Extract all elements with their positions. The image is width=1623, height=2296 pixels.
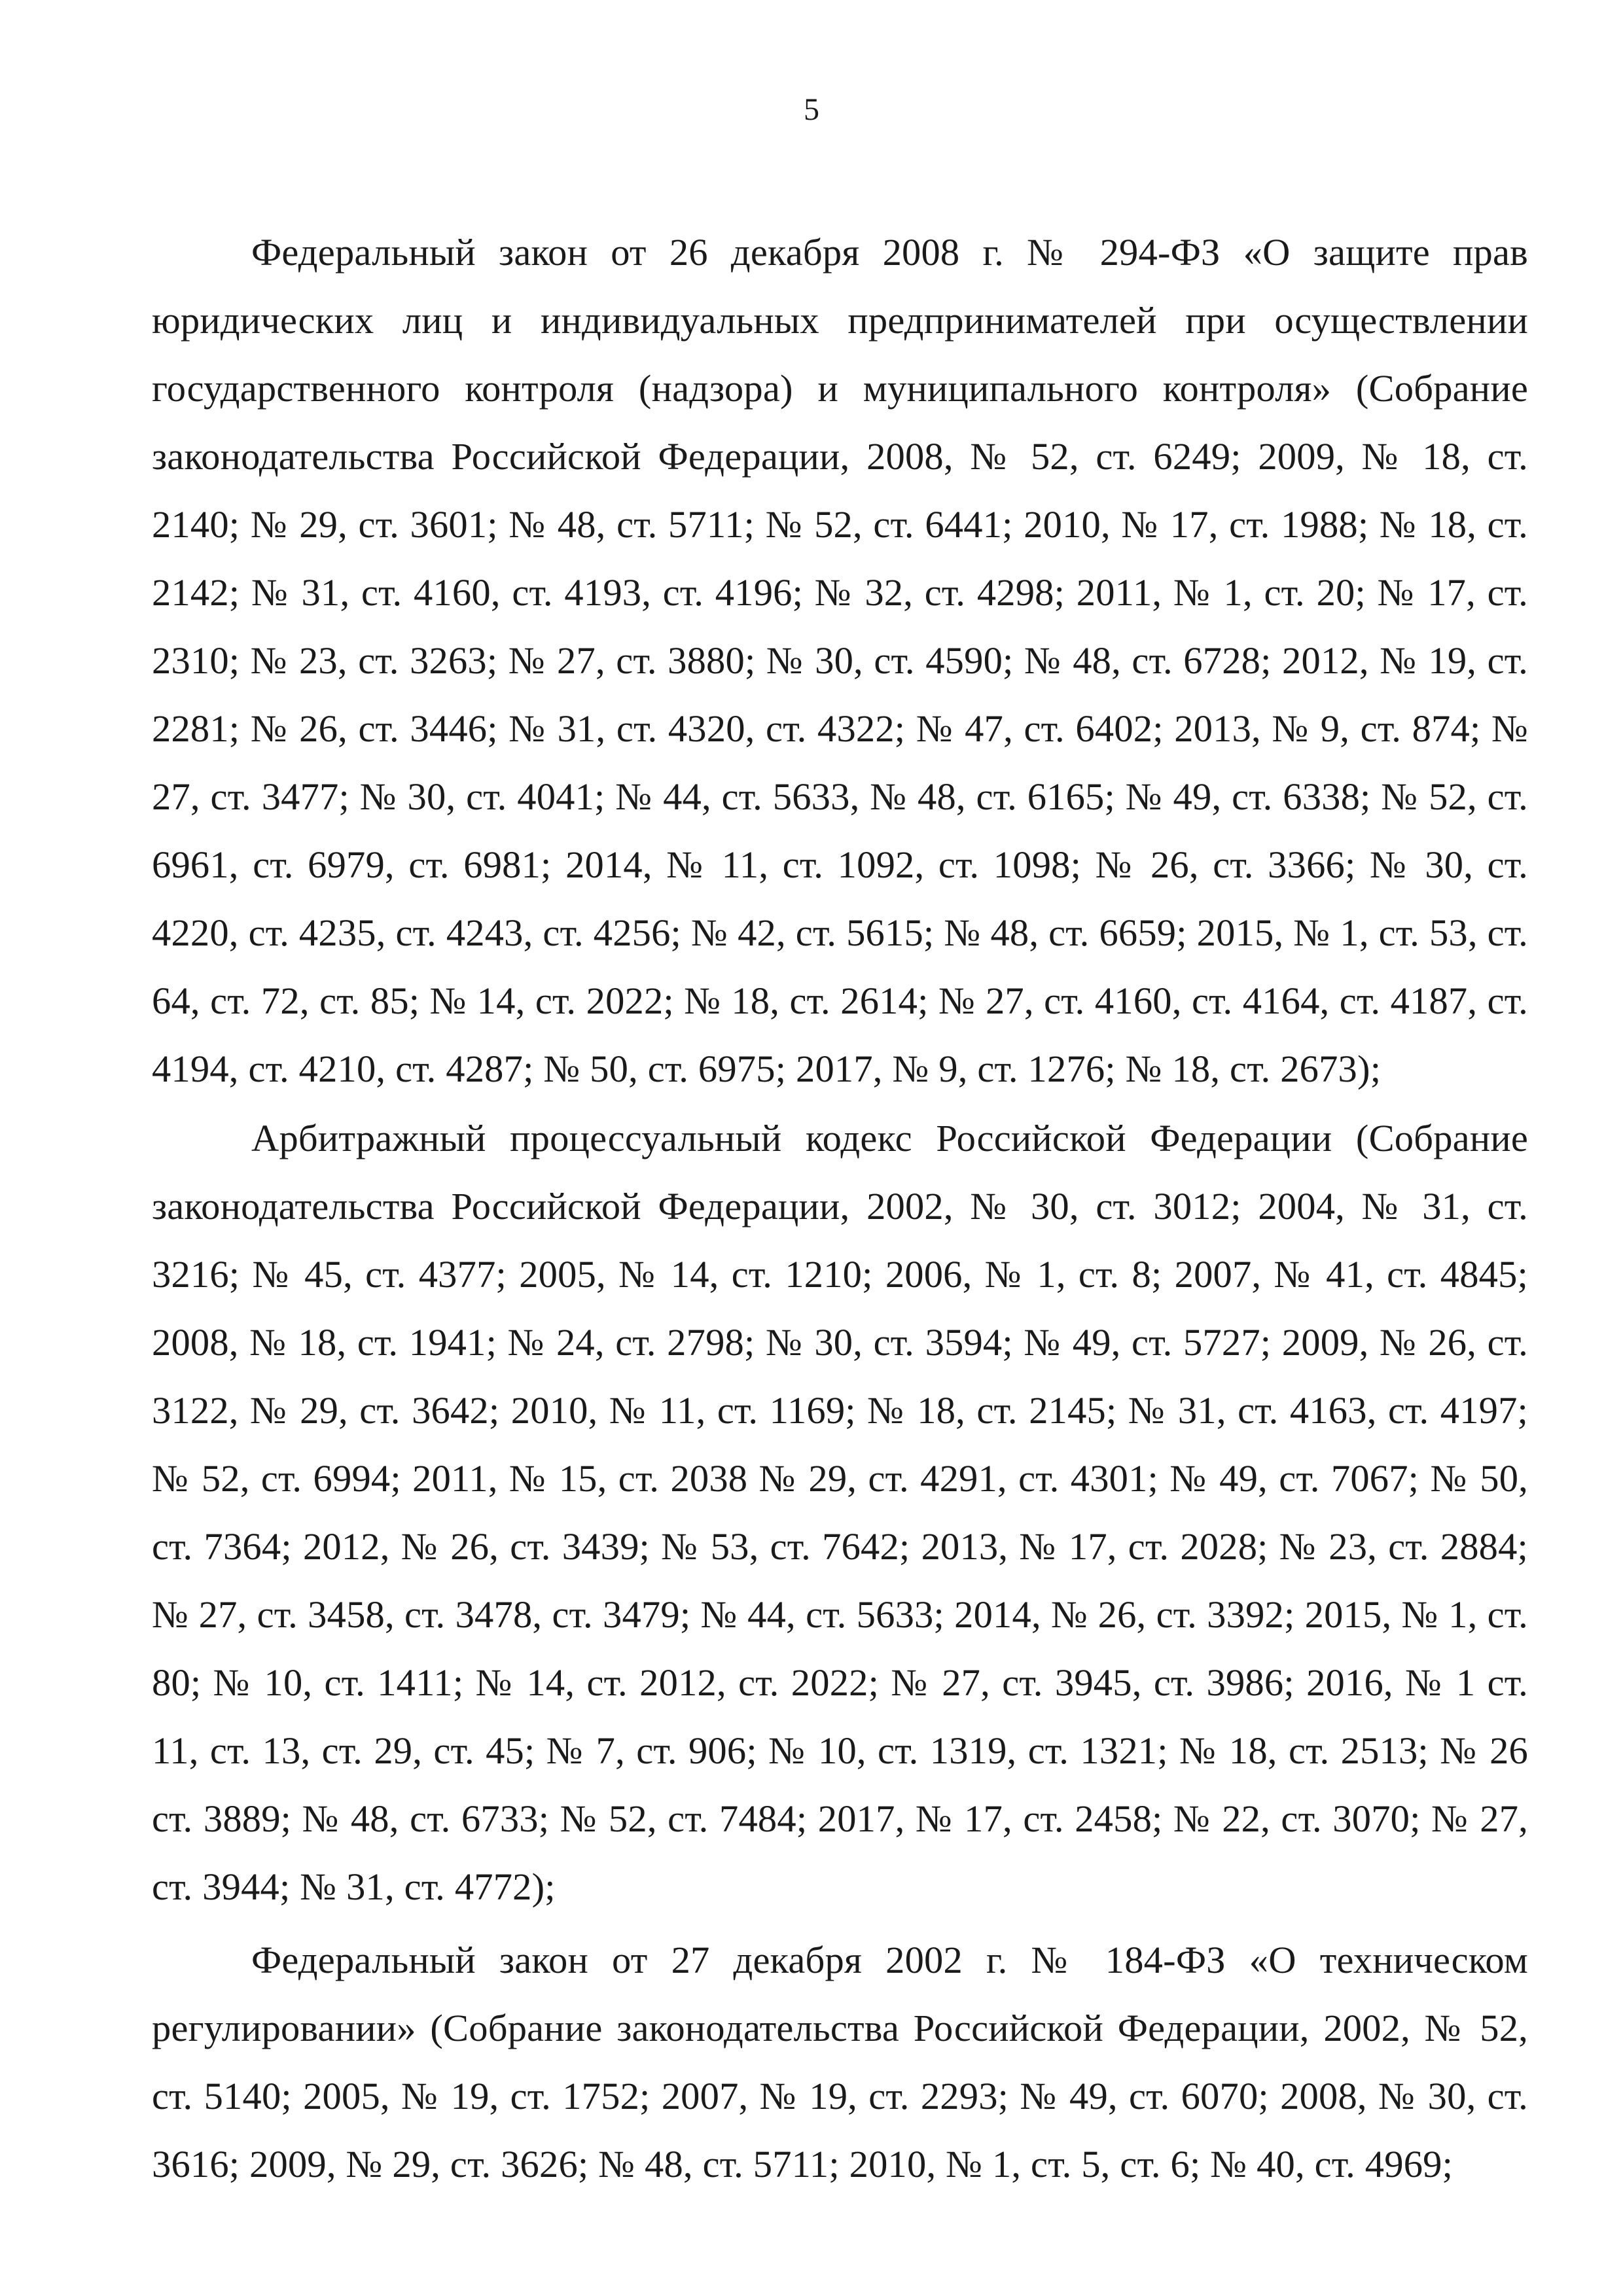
paragraph-arbitration-procedure-code: Арбитражный процессуальный кодекс Российской Федерации (Собрание законодательства Российской Федерации, 2002, № 30, ст. 3012; 2004, № 31, ст. 3216; № 45, ст. 4377; 2005, № 14, ст. 1210; 2006, № 1, ст. 8; 2007, № 41, ст. 4845; 2008, № 18, ст. 1941; № 24, ст. 2798; № 30, ст. 3594; № 49, ст. 5727; 2009, № 26, ст. 3122, № 29, ст. 3642; 2010, № 11, ст. 1169; № 18, ст. 2145; № 31, ст. 4163, ст. 4197; № 52, ст. 6994; 2011, № 15, ст. 2038 № 29, ст. 4291, ст. 4301; № 49, ст. 7067; № 50, ст. 7364; 2012, № 26, ст. 3439; № 53, ст. 7642; 2013, № 17, ст. 2028; № 23, ст. 2884; № 27, ст. 3458, ст. 3478, ст. 3479; № 44, ст. 5633; 2014, № 26, ст. 3392; 2015, № 1, ст. 80; № 10, ст. 1411; № 14, ст. 2012, ст. 2022; № 27, ст. 3945, ст. 3986; 2016, № 1 ст. 11, ст. 13, ст. 29, ст. 45; № 7, ст. 906; № 10, ст. 1319, ст. 1321; № 18, ст. 2513; № 26 ст. 3889; № 48, ст. 6733; № 52, ст. 7484; 2017, № 17, ст. 2458; № 22, ст. 3070; № 27, ст. 3944; № 31, ст. 4772);	[152, 1117, 1528, 1908]
paragraph-law-294-fz: Федеральный закон от 26 декабря 2008 г. № 294-ФЗ «О защите прав юридических лиц и индивидуальных предпринимателей при осуществлении государственного контроля (надзора) и муниципального контроля» (Собрание законодательства Российской Федерации, 2008, № 52, ст. 6249; 2009, № 18, ст. 2140; № 29, ст. 3601; № 48, ст. 5711; № 52, ст. 6441; 2010, № 17, ст. 1988; № 18, ст. 2142; № 31, ст. 4160, ст. 4193, ст. 4196; № 32, ст. 4298; 2011, № 1, ст. 20; № 17, ст. 2310; № 23, ст. 3263; № 27, ст. 3880; № 30, ст. 4590; № 48, ст. 6728; 2012, № 19, ст. 2281; № 26, ст. 3446; № 31, ст. 4320, ст. 4322; № 47, ст. 6402; 2013, № 9, ст. 874; № 27, ст. 3477; № 30, ст. 4041; № 44, ст. 5633, № 48, ст. 6165; № 49, ст. 6338; № 52, ст. 6961, ст. 6979, ст. 6981; 2014, № 11, ст. 1092, ст. 1098; № 26, ст. 3366; № 30, ст. 4220, ст. 4235, ст. 4243, ст. 4256; № 42, ст. 5615; № 48, ст. 6659; 2015, № 1, ст. 53, ст. 64, ст. 72, ст. 85; № 14, ст. 2022; № 18, ст. 2614; № 27, ст. 4160, ст. 4164, ст. 4187, ст. 4194, ст. 4210, ст. 4287; № 50, ст. 6975; 2017, № 9, ст. 1276; № 18, ст. 2673);	[152, 231, 1528, 1090]
document-body	[152, 219, 1528, 2200]
paragraph-law-184-fz: Федеральный закон от 27 декабря 2002 г. № 184-ФЗ «О техническом регулировании» (Собрание законодательства Российской Федерации, 2002, № 52, ст. 5140; 2005, № 19, ст. 1752; 2007, № 19, ст. 2293; № 49, ст. 6070; 2008, № 30, ст. 3616; 2009, № 29, ст. 3626; № 48, ст. 5711; 2010, № 1, ст. 5, ст. 6; № 40, ст. 4969;	[152, 1939, 1528, 2185]
page-number: 5	[804, 92, 819, 127]
